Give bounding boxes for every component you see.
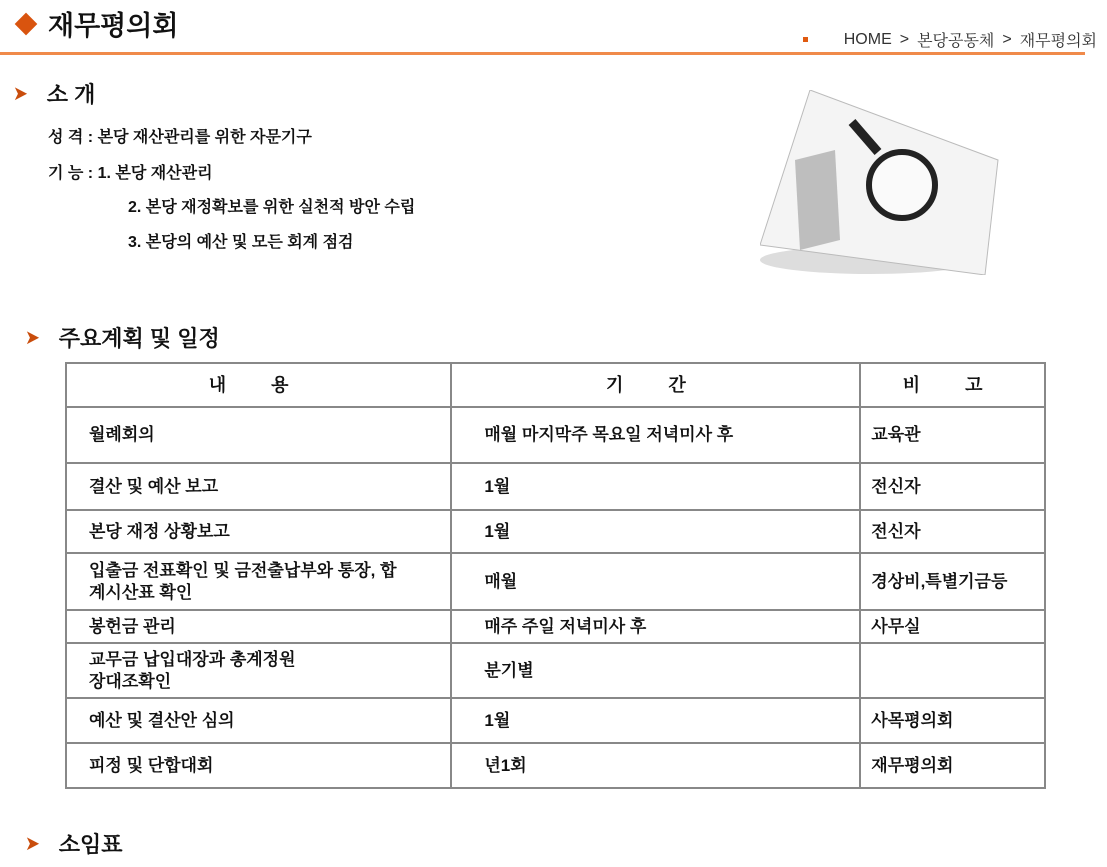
chevron-right-icon: ➤ (24, 327, 40, 349)
schedule-heading: ➤ 주요계획 및 일정 (24, 326, 220, 351)
table-header-row (66, 363, 1045, 407)
schedule-table (65, 362, 1046, 789)
intro-heading: ➤ 소 개 (12, 82, 96, 107)
column-header-period: 기 간 (451, 363, 860, 407)
table-row: 교무금 납입대장과 총계정원장대조확인 분기별 (66, 643, 1045, 698)
table-row: 결산 및 예산 보고 1월 전신자 (66, 463, 1045, 510)
table-row: 입출금 전표확인 및 금전출납부와 통장, 합계시산표 확인 매월 경상비,특별기금등 (66, 553, 1045, 610)
intro-function-2: 2. 본당 재정확보를 위한 실천적 방안 수립 (128, 199, 416, 216)
page-title: 재무평의회 (12, 4, 178, 43)
column-header-note: 비 고 (860, 363, 1045, 407)
table-row: 월례회의 매월 마지막주 목요일 저녁미사 후 교육관 (66, 407, 1045, 463)
magnifier-money-image (760, 90, 1000, 275)
breadcrumb-current: 재무평의회 (1019, 33, 1097, 50)
breadcrumb-community[interactable]: 본당공동체 (917, 33, 995, 50)
breadcrumb-home[interactable]: HOME (843, 30, 892, 48)
bullet-icon (803, 37, 808, 42)
chevron-right-icon: ➤ (12, 83, 28, 105)
table-row: 본당 재정 상황보고 1월 전신자 (66, 510, 1045, 553)
table-row: 예산 및 결산안 심의 1월 사목평의회 (66, 698, 1045, 743)
breadcrumb: HOME > 본당공동체 > 재무평의회 (803, 28, 1097, 51)
diamond-icon (15, 12, 38, 35)
header-divider (0, 52, 1085, 55)
table-row: 피정 및 단합대회 년1회 재무평의회 (66, 743, 1045, 788)
column-header-content: 내 용 (66, 363, 451, 407)
intro-function: 기 능 : 1. 본당 재산관리 (48, 165, 213, 182)
intro-nature: 성 격 : 본당 재산관리를 위한 자문기구 (48, 129, 312, 146)
chevron-right-icon: ➤ (24, 833, 40, 855)
intro-function-3: 3. 본당의 예산 및 모든 회계 점검 (128, 234, 354, 251)
members-heading: ➤ 소임표 (24, 832, 123, 857)
table-row: 봉헌금 관리 매주 주일 저녁미사 후 사무실 (66, 610, 1045, 643)
